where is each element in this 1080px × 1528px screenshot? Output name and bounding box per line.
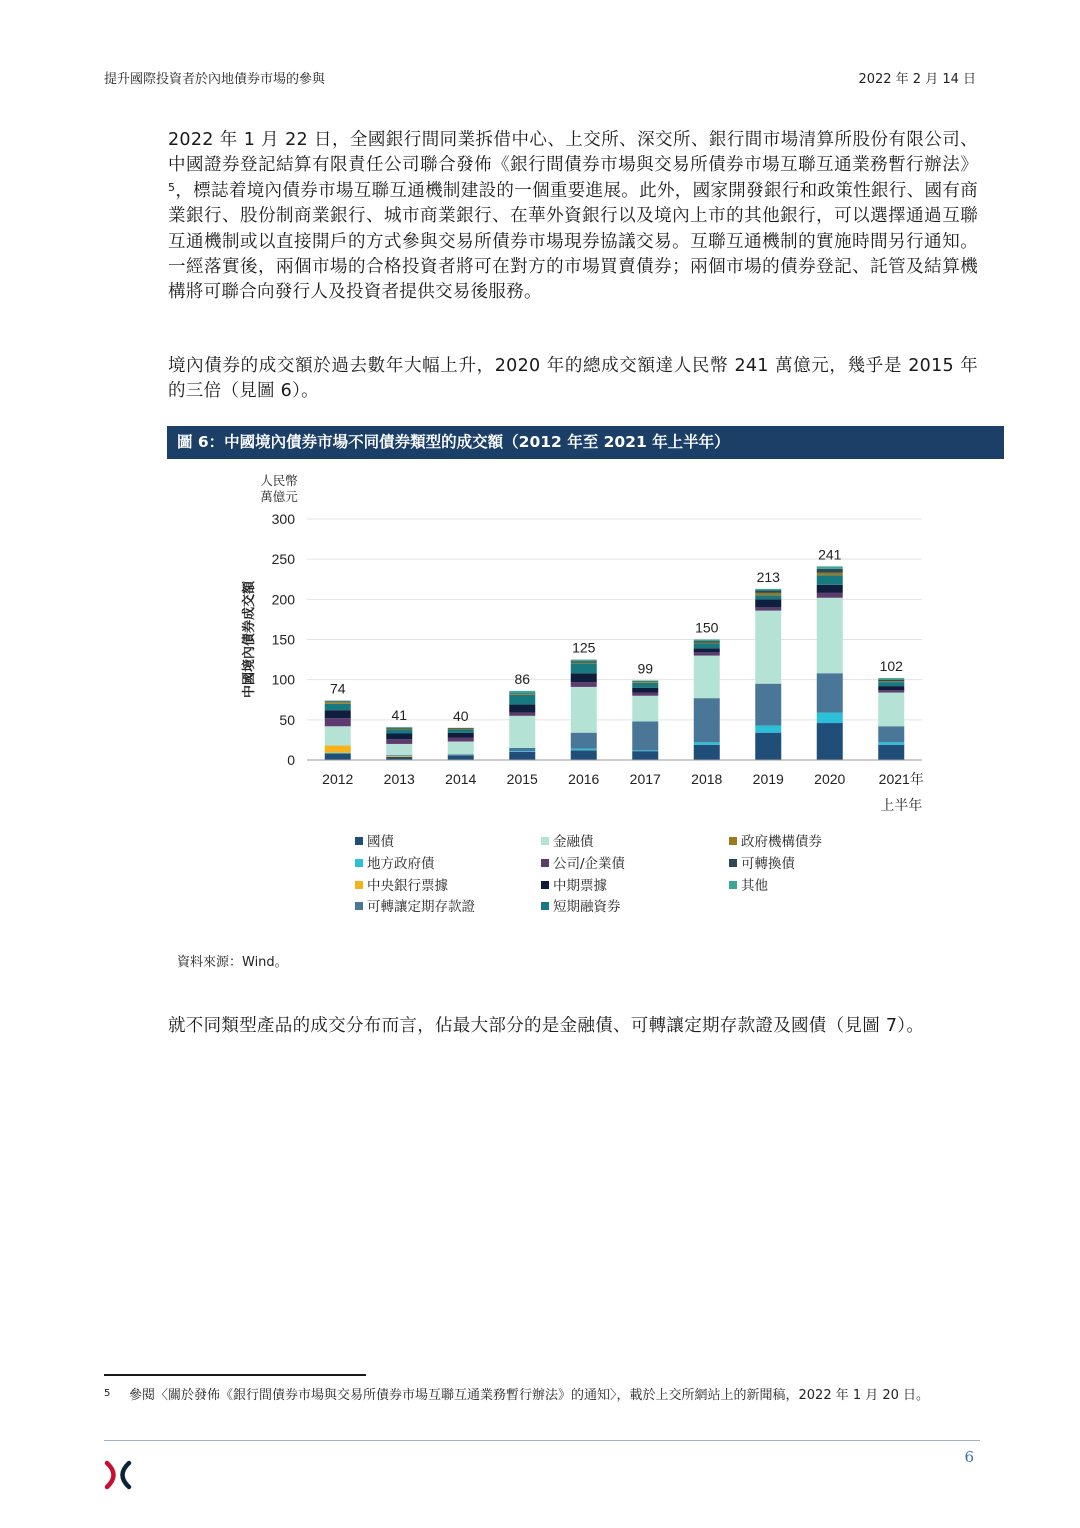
bar-segment [878, 726, 904, 742]
legend-swatch [355, 902, 363, 910]
legend-swatch [541, 837, 549, 845]
y-unit-label: 人民幣 [260, 474, 298, 488]
legend-item [541, 834, 594, 850]
bar-segment [448, 754, 474, 756]
x-tick-label: 2016 [568, 771, 600, 787]
legend-item [355, 878, 448, 894]
legend-swatch [541, 859, 549, 867]
bar-total-label: 125 [572, 639, 596, 656]
y-tick-label: 200 [271, 591, 295, 608]
bar-segment [817, 593, 843, 598]
bar-segment [817, 723, 843, 760]
x-tick-label: 2019 [752, 771, 784, 787]
paragraph-text: ，標誌着境內債券市場互聯互通機制建設的一個重要進展。此外，國家開發銀行和政策性銀行、國有商業銀行、股份制商業銀行、城市商業銀行、在華外資銀行以及境內上市的其他銀行，可以選擇通過互聯互通機制或以直接開戶的方式參與交易所債券市場現券協議交易。互聯互通機制的實施時間另行通知。一經落實後，兩個市場的合格投資者將可在對方的市場買賣債券；兩個市場的債券登記、託管及結算機構將可聯合向發行人及投資者提供交易後服務。 [168, 180, 978, 303]
bar-segment [571, 663, 597, 664]
legend-swatch [729, 837, 737, 845]
bar-segment [386, 728, 412, 729]
bar-segment [509, 752, 535, 760]
y-tick-label: 50 [279, 711, 295, 728]
bar-total-label: 150 [695, 619, 719, 636]
bar-segment [509, 751, 535, 752]
bar-segment [817, 585, 843, 593]
x-tick-label: 2017 [629, 771, 661, 787]
bar-segment [448, 738, 474, 742]
bar-segment [817, 575, 843, 585]
bar-segment [755, 599, 781, 607]
legend-label: 國債 [367, 834, 394, 850]
bar-segment [571, 687, 597, 733]
bar-segment [632, 681, 658, 682]
y-tick-label: 150 [271, 631, 295, 648]
bar-segment [694, 643, 720, 644]
bar-segment [386, 744, 412, 755]
bar-segment [817, 598, 843, 674]
bar-segment [448, 729, 474, 732]
legend-item [541, 878, 607, 894]
bar-segment [755, 595, 781, 599]
bar-segment [817, 566, 843, 568]
bar-segment [448, 733, 474, 738]
bar-segment [755, 589, 781, 591]
legend-swatch [355, 881, 363, 889]
legend-item [355, 899, 475, 915]
bar-total-label: 99 [637, 660, 654, 677]
bar-segment [632, 683, 658, 688]
legend-label: 中央銀行票據 [367, 877, 448, 894]
paragraph-distribution: 就不同類型產品的成交分布而言，佔最大部分的是金融債、可轉讓定期存款證及國債（見圖 7）。 [168, 1016, 925, 1036]
legend-swatch [355, 859, 363, 867]
bar-segment [817, 673, 843, 712]
bar-segment [509, 695, 535, 705]
bar-segment [878, 693, 904, 727]
legend-label: 公司/企業債 [553, 855, 626, 872]
running-header-date: 2022 年 2 月 14 日 [858, 72, 976, 87]
bar-segment [386, 756, 412, 757]
bar-segment [817, 573, 843, 575]
x-tick-label: 上半年 [880, 797, 923, 813]
bar-segment [386, 729, 412, 730]
footnote-ref[interactable]: 5 [168, 180, 176, 194]
footer-rule [104, 1440, 980, 1441]
bar-total-label: 74 [329, 680, 346, 697]
bar-segment [325, 754, 351, 760]
bar-segment [509, 691, 535, 693]
bar-segment [386, 739, 412, 744]
paragraph-text: 2022 年 1 月 22 日，全國銀行間同業拆借中心、上交所、深交所、銀行間市場清算所股份有限公司、中國證券登記結算有限責任公司聯合發佈《銀行間債券市場與交易所債券市場互聯互通業務暫行辦法》 [168, 130, 978, 176]
bar-segment [694, 652, 720, 655]
bar-segment [386, 729, 412, 733]
legend-label: 中期票據 [553, 877, 607, 894]
bar-total-label: 213 [756, 568, 780, 585]
bar-segment [509, 705, 535, 713]
bar-segment [325, 702, 351, 704]
bar-segment [448, 729, 474, 730]
y-tick-label: 300 [271, 511, 295, 527]
legend-swatch [729, 881, 737, 889]
x-tick-label: 2015 [506, 771, 538, 787]
bar-segment [694, 745, 720, 760]
bar-segment [878, 742, 904, 744]
legend-label: 可轉換債 [741, 855, 795, 872]
bar-segment [755, 725, 781, 732]
legend-label: 短期融資券 [553, 899, 621, 916]
bar-segment [386, 733, 412, 739]
bar-segment [694, 698, 720, 742]
bar-total-label: 40 [452, 707, 469, 724]
bar-segment [571, 733, 597, 749]
y-axis-label: 中國境內債券成交額 [241, 580, 256, 699]
bar-segment [325, 701, 351, 702]
bar-segment [632, 688, 658, 693]
figure-title: 圖 6：中國境內債券市場不同債券類型的成交額（2012 年至 2021 年上半年） [167, 426, 1004, 459]
x-tick-label: 2020 [814, 771, 846, 787]
bar-segment [755, 590, 781, 592]
x-tick-label: 2012 [322, 771, 354, 787]
bar-segment [755, 733, 781, 760]
bar-total-label: 41 [391, 707, 408, 724]
footnote [104, 1386, 980, 1406]
y-tick-label: 250 [271, 551, 295, 568]
bar-segment [325, 704, 351, 710]
legend-swatch [729, 859, 737, 867]
legend-label: 其他 [741, 877, 768, 894]
bar-segment [755, 593, 781, 595]
legend-label: 可轉讓定期存款證 [367, 899, 475, 916]
bar-segment [632, 751, 658, 760]
legend-swatch [541, 902, 549, 910]
bar-segment [878, 682, 904, 686]
bar-segment [509, 716, 535, 748]
bar-segment [509, 693, 535, 694]
bar-segment [325, 718, 351, 726]
bar-segment [878, 686, 904, 690]
footnote-number: 5 [104, 1388, 111, 1399]
bar-segment [632, 750, 658, 751]
bar-segment [571, 749, 597, 751]
bar-segment [571, 661, 597, 663]
bar-segment [755, 611, 781, 684]
bar-segment [571, 664, 597, 674]
x-tick-label: 2014 [445, 771, 477, 787]
y-tick-label: 100 [271, 671, 295, 688]
x-tick-label: 2018 [691, 771, 723, 787]
bar-segment [694, 656, 720, 699]
bar-segment [509, 694, 535, 695]
bar-segment [325, 746, 351, 753]
bar-segment [448, 728, 474, 729]
bar-segment [817, 713, 843, 723]
legend-item [355, 834, 394, 850]
bar-segment [386, 755, 412, 756]
paragraph-interconnection [168, 128, 978, 306]
x-tick-label: 2021年 [878, 771, 924, 787]
bar-segment [509, 713, 535, 716]
bar-segment [325, 726, 351, 745]
legend-item [355, 856, 435, 872]
bar-segment [878, 745, 904, 760]
bar-segment [632, 721, 658, 750]
legend-item [541, 899, 621, 915]
bar-segment [694, 742, 720, 744]
bar-segment [571, 660, 597, 662]
bar-segment [571, 673, 597, 682]
bar-segment [325, 710, 351, 718]
bar-segment [325, 701, 351, 702]
bar-segment [571, 750, 597, 760]
bar-segment [509, 748, 535, 751]
legend-label: 政府機構債券 [741, 834, 822, 850]
bar-segment [694, 640, 720, 642]
running-header-title: 提升國際投資者於內地債券市場的參與 [104, 72, 326, 87]
bar-segment [448, 742, 474, 755]
bar-segment [632, 693, 658, 696]
hkex-logo-icon [103, 1460, 133, 1490]
legend-item [729, 856, 795, 872]
legend-item [541, 856, 625, 872]
bar-segment [632, 682, 658, 683]
bar-segment [694, 644, 720, 649]
footnote-separator [104, 1374, 366, 1376]
y-tick-label: 0 [287, 752, 295, 768]
bar-segment [817, 569, 843, 573]
bar-segment [325, 753, 351, 754]
bar-segment [571, 682, 597, 687]
bar-total-label: 241 [818, 546, 842, 563]
legend-swatch [355, 837, 363, 845]
bar-segment [386, 727, 412, 728]
legend-swatch [541, 881, 549, 889]
bar-segment [878, 681, 904, 682]
bar-segment [694, 641, 720, 643]
bar-segment [755, 684, 781, 726]
bar-total-label: 102 [879, 658, 903, 675]
bar-segment [878, 690, 904, 692]
figure-source: 資料來源：Wind。 [177, 955, 288, 970]
paragraph-turnover: 境內債券的成交額於過去數年大幅上升，2020 年的總成交額達人民幣 241 萬億元，幾乎是 2015 年的三倍（見圖 6）。 [168, 356, 978, 402]
bar-segment [694, 648, 720, 652]
legend-item [729, 834, 822, 850]
y-unit-label: 萬億元 [260, 490, 298, 504]
bar-segment [878, 680, 904, 682]
bar-segment [878, 678, 904, 680]
page-number: 6 [964, 1448, 974, 1466]
bar-segment [632, 696, 658, 722]
legend-label: 地方政府債 [367, 855, 435, 872]
legend-item [729, 878, 768, 894]
bar-segment [448, 756, 474, 760]
legend-label: 金融債 [553, 834, 594, 850]
footnote-text: 參閱〈關於發佈《銀行間債券市場與交易所債券市場互聯互通業務暫行辦法》的通知〉，載於上交所網站上的新聞稿，2022 年 1 月 20 日。 [129, 1388, 930, 1403]
stacked-bar-chart [167, 466, 967, 826]
bar-segment [755, 607, 781, 610]
bar-segment [632, 680, 658, 681]
bar-total-label: 86 [514, 670, 531, 687]
x-tick-label: 2013 [383, 771, 415, 787]
